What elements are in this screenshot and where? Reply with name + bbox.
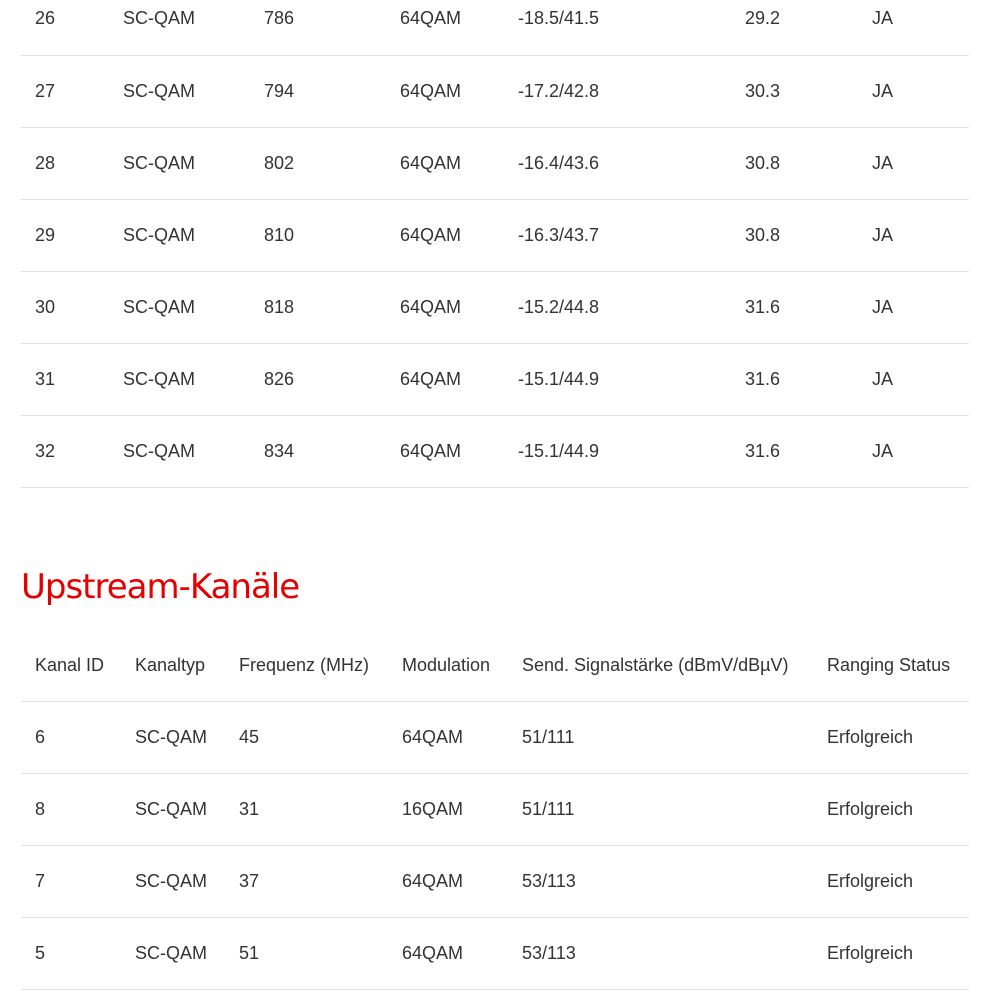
table-cell: 31 bbox=[239, 798, 260, 819]
table-row bbox=[21, 415, 969, 487]
table-cell: 794 bbox=[264, 80, 295, 101]
table-cell: -15.1/44.9 bbox=[518, 368, 600, 389]
table-cell: SC-QAM bbox=[135, 870, 207, 891]
table-cell: 29 bbox=[35, 224, 56, 245]
upstream-table-header bbox=[21, 630, 969, 701]
table-cell: 834 bbox=[264, 440, 295, 461]
table-cell: JA bbox=[872, 368, 894, 389]
table-cell: JA bbox=[872, 8, 894, 29]
table-cell: Erfolgreich bbox=[827, 726, 914, 747]
column-header: Modulation bbox=[402, 654, 491, 675]
table-cell: -16.4/43.6 bbox=[518, 152, 600, 173]
table-row bbox=[21, 271, 969, 343]
table-cell: Erfolgreich bbox=[827, 942, 914, 963]
table-cell: 64QAM bbox=[400, 152, 462, 173]
table-cell: 64QAM bbox=[400, 224, 462, 245]
table-cell: 6 bbox=[35, 726, 46, 747]
upstream-section-title: Upstream-Kanäle bbox=[21, 567, 300, 607]
table-cell: 5 bbox=[35, 942, 46, 963]
table-cell: 8 bbox=[35, 798, 46, 819]
table-cell: 31.6 bbox=[745, 368, 781, 389]
table-cell: 30.8 bbox=[745, 152, 781, 173]
column-header: Ranging Status bbox=[827, 654, 951, 675]
table-cell: 45 bbox=[239, 726, 260, 747]
table-cell: 27 bbox=[35, 80, 56, 101]
table-cell: 64QAM bbox=[400, 80, 462, 101]
table-cell: JA bbox=[872, 440, 894, 461]
table-row bbox=[21, 773, 969, 845]
table-cell: JA bbox=[872, 80, 894, 101]
table-cell: SC-QAM bbox=[123, 368, 195, 389]
table-cell: 64QAM bbox=[400, 368, 462, 389]
table-cell: SC-QAM bbox=[135, 798, 207, 819]
table-row bbox=[21, 343, 969, 415]
table-cell: 32 bbox=[35, 440, 56, 461]
table-cell: 53/113 bbox=[522, 870, 576, 891]
table-cell: 31 bbox=[35, 368, 56, 389]
table-cell: 37 bbox=[239, 870, 260, 891]
table-cell: -15.2/44.8 bbox=[518, 296, 600, 317]
downstream-table bbox=[21, 0, 969, 488]
table-cell: 26 bbox=[35, 8, 56, 29]
table-cell: JA bbox=[872, 224, 894, 245]
table-cell: 29.2 bbox=[745, 8, 781, 29]
table-cell: JA bbox=[872, 152, 894, 173]
table-row bbox=[21, 701, 969, 773]
table-cell: JA bbox=[872, 296, 894, 317]
table-cell: 53/113 bbox=[522, 942, 576, 963]
table-cell: SC-QAM bbox=[123, 440, 195, 461]
column-header: Frequenz (MHz) bbox=[239, 654, 370, 675]
column-header: Kanaltyp bbox=[135, 654, 206, 675]
table-cell: 30.8 bbox=[745, 224, 781, 245]
table-cell: -18.5/41.5 bbox=[518, 8, 600, 29]
table-row bbox=[21, 127, 969, 199]
table-cell: 51/111 bbox=[522, 798, 575, 819]
table-cell: 64QAM bbox=[400, 296, 462, 317]
table-row bbox=[21, 845, 969, 917]
table-cell: 51/111 bbox=[522, 726, 575, 747]
table-cell: SC-QAM bbox=[123, 152, 195, 173]
table-cell: 786 bbox=[264, 8, 295, 29]
upstream-header-row bbox=[21, 630, 969, 701]
table-cell: 64QAM bbox=[402, 942, 464, 963]
table-cell: SC-QAM bbox=[135, 726, 207, 747]
table-cell: 7 bbox=[35, 870, 46, 891]
table-cell: Erfolgreich bbox=[827, 870, 914, 891]
table-cell: 64QAM bbox=[402, 726, 464, 747]
table-cell: Erfolgreich bbox=[827, 798, 914, 819]
column-header: Send. Signalstärke (dBmV/dBµV) bbox=[522, 654, 789, 675]
column-header: Kanal ID bbox=[35, 654, 105, 675]
table-cell: -15.1/44.9 bbox=[518, 440, 600, 461]
table-row bbox=[21, 199, 969, 271]
table-row bbox=[21, 917, 969, 989]
table-cell: -17.2/42.8 bbox=[518, 80, 600, 101]
table-cell: 64QAM bbox=[402, 870, 464, 891]
table-cell: 30 bbox=[35, 296, 56, 317]
table-cell: SC-QAM bbox=[135, 942, 207, 963]
table-cell: 31.6 bbox=[745, 296, 781, 317]
table-row bbox=[21, 55, 969, 127]
table-row bbox=[21, 0, 969, 55]
table-cell: 64QAM bbox=[400, 8, 462, 29]
table-cell: 810 bbox=[264, 224, 295, 245]
table-cell: 802 bbox=[264, 152, 295, 173]
table-cell: -16.3/43.7 bbox=[518, 224, 600, 245]
table-cell: SC-QAM bbox=[123, 8, 195, 29]
table-cell: 64QAM bbox=[400, 440, 462, 461]
table-cell: 28 bbox=[35, 152, 56, 173]
downstream-table-body bbox=[21, 0, 969, 487]
upstream-table bbox=[21, 630, 969, 990]
table-cell: SC-QAM bbox=[123, 296, 195, 317]
table-cell: 826 bbox=[264, 368, 295, 389]
table-cell: 16QAM bbox=[402, 798, 464, 819]
upstream-table-body bbox=[21, 701, 969, 989]
table-cell: 818 bbox=[264, 296, 295, 317]
table-cell: 31.6 bbox=[745, 440, 781, 461]
table-cell: 51 bbox=[239, 942, 260, 963]
table-cell: SC-QAM bbox=[123, 224, 195, 245]
table-cell: 30.3 bbox=[745, 80, 781, 101]
table-cell: SC-QAM bbox=[123, 80, 195, 101]
